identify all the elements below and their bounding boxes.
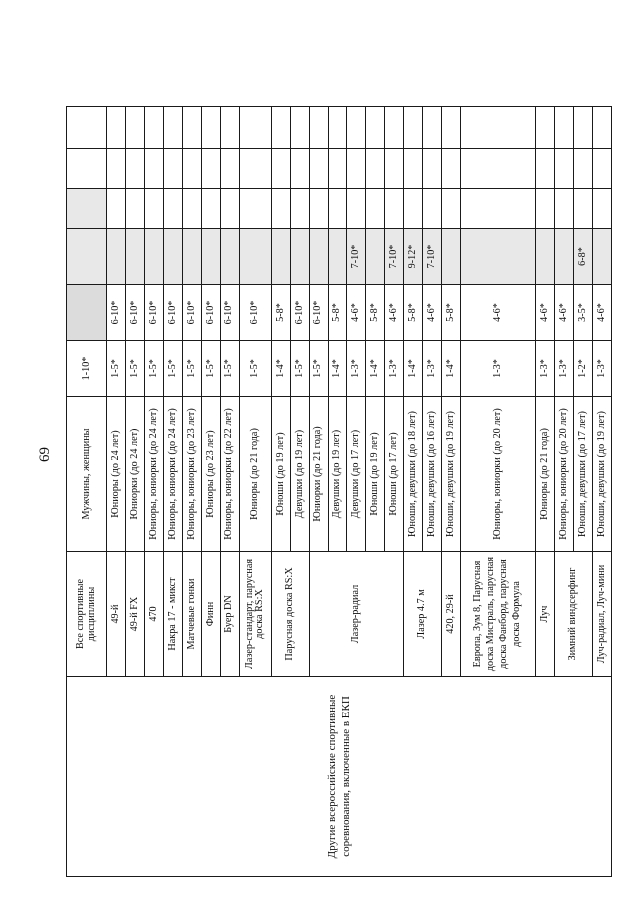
table-header-row (67, 107, 107, 877)
place-cell (536, 189, 555, 229)
place-cell (460, 189, 536, 229)
place-cell (271, 149, 290, 189)
place-cell: 5-8* (271, 285, 290, 341)
ranking-table (66, 106, 612, 877)
place-cell (239, 149, 271, 189)
discipline-cell: Парусная доска RS:X (271, 552, 309, 677)
place-cell (441, 107, 460, 149)
place-cell: 5-8* (404, 285, 423, 341)
place-cell (145, 149, 164, 189)
age-cell: Юниоры, юниорки (до 20 лет) (555, 397, 574, 552)
place-cell: 1-3* (536, 341, 555, 397)
place-cell: 1-5* (164, 341, 183, 397)
age-cell: Юниорки (до 21 года) (309, 397, 328, 552)
place-cell (126, 189, 145, 229)
place-cell: 1-4* (271, 341, 290, 397)
age-cell: Юниорки (до 24 лет) (126, 397, 145, 552)
place-cell (328, 229, 347, 285)
place-cell (441, 149, 460, 189)
header-place-6 (67, 107, 107, 149)
place-cell: 4-6* (536, 285, 555, 341)
age-cell: Юниоры, юниорки (до 24 лет) (164, 397, 183, 552)
age-cell: Юниоры (до 21 года) (239, 397, 271, 552)
place-cell: 1-3* (555, 341, 574, 397)
place-cell (239, 189, 271, 229)
place-cell (309, 149, 328, 189)
place-cell: 1-3* (347, 341, 366, 397)
place-cell (145, 107, 164, 149)
place-cell: 1-5* (145, 341, 164, 397)
place-cell (460, 149, 536, 189)
place-cell (164, 189, 183, 229)
age-cell: Юноши, девушки (до 17 лет) (574, 397, 593, 552)
age-cell: Девушки (до 19 лет) (290, 397, 309, 552)
place-cell: 1-5* (201, 341, 220, 397)
place-cell (107, 149, 126, 189)
place-cell: 1-3* (592, 341, 611, 397)
place-cell: 6-10* (290, 285, 309, 341)
header-place-2 (67, 285, 107, 341)
discipline-cell: Накра 17 - микст (164, 552, 183, 677)
discipline-cell: Лазер-радиал (309, 552, 403, 677)
place-cell (290, 149, 309, 189)
place-cell: 6-10* (201, 285, 220, 341)
age-cell: Юниоры (до 24 лет) (107, 397, 126, 552)
place-cell (555, 189, 574, 229)
place-cell (366, 149, 385, 189)
place-cell (347, 189, 366, 229)
age-cell: Юноши, девушки (до 19 лет) (592, 397, 611, 552)
discipline-cell: Лазер-стандарт, парусная доска RS:X (239, 552, 271, 677)
age-cell: Юниоры, юниорки (до 22 лет) (220, 397, 239, 552)
discipline-cell: Луч (536, 552, 555, 677)
place-cell: 4-6* (460, 285, 536, 341)
age-cell: Юноши, девушки (до 19 лет) (441, 397, 460, 552)
place-cell (309, 229, 328, 285)
place-cell (271, 229, 290, 285)
place-cell: 4-6* (385, 285, 404, 341)
place-cell (592, 107, 611, 149)
place-cell: 6-8* (574, 229, 593, 285)
place-cell (347, 149, 366, 189)
place-cell (290, 189, 309, 229)
place-cell: 6-10* (107, 285, 126, 341)
place-cell (404, 107, 423, 149)
place-cell (347, 107, 366, 149)
place-cell (555, 107, 574, 149)
place-cell (145, 189, 164, 229)
place-cell (309, 107, 328, 149)
place-cell (271, 189, 290, 229)
place-cell: 1-4* (366, 341, 385, 397)
place-cell (220, 229, 239, 285)
group-label-cell: Другие всероссийские спортивные соревнования, включенные в ЕКП (67, 677, 612, 877)
place-cell (460, 229, 536, 285)
place-cell: 7-10* (422, 229, 441, 285)
place-cell (126, 107, 145, 149)
place-cell: 6-10* (220, 285, 239, 341)
place-cell (182, 107, 201, 149)
place-cell (366, 189, 385, 229)
place-cell: 7-10* (385, 229, 404, 285)
place-cell (182, 229, 201, 285)
place-cell: 1-5* (309, 341, 328, 397)
place-cell: 1-4* (404, 341, 423, 397)
discipline-cell: 49-й (107, 552, 126, 677)
place-cell: 4-6* (592, 285, 611, 341)
place-cell (328, 107, 347, 149)
place-cell (107, 189, 126, 229)
age-cell: Юноши, девушки (до 18 лет) (404, 397, 423, 552)
place-cell: 1-2* (574, 341, 593, 397)
place-cell (592, 189, 611, 229)
place-cell: 1-5* (182, 341, 201, 397)
place-cell: 4-6* (347, 285, 366, 341)
place-cell (201, 189, 220, 229)
place-cell: 1-5* (107, 341, 126, 397)
age-cell: Юноши (до 19 лет) (366, 397, 385, 552)
place-cell (126, 229, 145, 285)
discipline-cell: Буер DN (220, 552, 239, 677)
place-cell (126, 149, 145, 189)
place-cell: 6-10* (145, 285, 164, 341)
place-cell (555, 229, 574, 285)
header-place-3 (67, 229, 107, 285)
place-cell: 1-5* (239, 341, 271, 397)
place-cell (404, 149, 423, 189)
place-cell (239, 107, 271, 149)
place-cell: 5-8* (441, 285, 460, 341)
place-cell (328, 189, 347, 229)
discipline-cell: Зимний виндсерфинг (555, 552, 593, 677)
place-cell (107, 229, 126, 285)
rotated-table-container (66, 107, 612, 877)
place-cell (220, 107, 239, 149)
age-cell: Девушки (до 17 лет) (347, 397, 366, 552)
place-cell (328, 149, 347, 189)
age-cell: Юноши (до 19 лет) (271, 397, 290, 552)
discipline-cell: Матчевые гонки (182, 552, 201, 677)
place-cell (422, 189, 441, 229)
header-category: Мужчины, женщины (67, 397, 107, 552)
place-cell (239, 229, 271, 285)
place-cell (182, 149, 201, 189)
header-disciplines: Все спортивные дисциплины (67, 552, 107, 677)
place-cell (441, 229, 460, 285)
place-cell: 1-5* (220, 341, 239, 397)
place-cell: 1-3* (385, 341, 404, 397)
place-cell (385, 149, 404, 189)
place-cell (182, 189, 201, 229)
place-cell (404, 189, 423, 229)
age-cell: Юниоры (до 23 лет) (201, 397, 220, 552)
place-cell: 1-5* (290, 341, 309, 397)
place-cell: 4-6* (555, 285, 574, 341)
discipline-cell: Европа, Зум 8, Парусная доска Мистраль, парусная доска Фанборд, парусная доска Формула (460, 552, 536, 677)
place-cell (201, 229, 220, 285)
place-cell (290, 107, 309, 149)
place-cell (271, 107, 290, 149)
place-cell (201, 107, 220, 149)
age-cell: Юноши (до 17 лет) (385, 397, 404, 552)
place-cell: 4-6* (422, 285, 441, 341)
place-cell (145, 229, 164, 285)
place-cell (385, 107, 404, 149)
place-cell (164, 107, 183, 149)
place-cell (592, 149, 611, 189)
place-cell (536, 107, 555, 149)
place-cell: 1-5* (126, 341, 145, 397)
discipline-cell: 49-й FX (126, 552, 145, 677)
place-cell (164, 229, 183, 285)
place-cell: 3-5* (574, 285, 593, 341)
place-cell (441, 189, 460, 229)
place-cell (422, 149, 441, 189)
age-cell: Юниоры, юниорки (до 23 лет) (182, 397, 201, 552)
place-cell (366, 229, 385, 285)
age-cell: Юниоры, юниорки (до 24 лет) (145, 397, 164, 552)
place-cell: 5-8* (366, 285, 385, 341)
age-cell: Девушки (до 19 лет) (328, 397, 347, 552)
discipline-cell: Финн (201, 552, 220, 677)
place-cell: 1-3* (422, 341, 441, 397)
age-cell: Юниоры, юниорки (до 20 лет) (460, 397, 536, 552)
place-cell: 1-3* (460, 341, 536, 397)
discipline-cell: 420, 29-й (441, 552, 460, 677)
place-cell (574, 107, 593, 149)
place-cell: 6-10* (164, 285, 183, 341)
place-cell (220, 149, 239, 189)
place-cell (536, 229, 555, 285)
place-cell (164, 149, 183, 189)
place-cell (366, 107, 385, 149)
place-cell: 5-8* (328, 285, 347, 341)
place-cell: 6-10* (239, 285, 271, 341)
place-cell: 1-4* (328, 341, 347, 397)
page-number: 69 (37, 447, 53, 462)
place-cell: 6-10* (126, 285, 145, 341)
place-cell (555, 149, 574, 189)
place-cell (201, 149, 220, 189)
place-cell: 9-12* (404, 229, 423, 285)
header-place-1: 1-10* (67, 341, 107, 397)
discipline-cell: Луч-радиал, Луч-мини (592, 552, 611, 677)
place-cell (290, 229, 309, 285)
place-cell (592, 229, 611, 285)
place-cell (385, 189, 404, 229)
place-cell (536, 149, 555, 189)
place-cell (460, 107, 536, 149)
header-place-4 (67, 189, 107, 229)
place-cell: 7-10* (347, 229, 366, 285)
age-cell: Юниоры (до 21 года) (536, 397, 555, 552)
place-cell (422, 107, 441, 149)
place-cell (309, 189, 328, 229)
age-cell: Юноши, девушки (до 16 лет) (422, 397, 441, 552)
place-cell (574, 149, 593, 189)
place-cell (220, 189, 239, 229)
place-cell: 6-10* (309, 285, 328, 341)
place-cell: 6-10* (182, 285, 201, 341)
discipline-cell: 470 (145, 552, 164, 677)
place-cell (107, 107, 126, 149)
place-cell: 1-4* (441, 341, 460, 397)
place-cell (574, 189, 593, 229)
discipline-cell: Лазер 4.7 м (404, 552, 442, 677)
header-place-5 (67, 149, 107, 189)
